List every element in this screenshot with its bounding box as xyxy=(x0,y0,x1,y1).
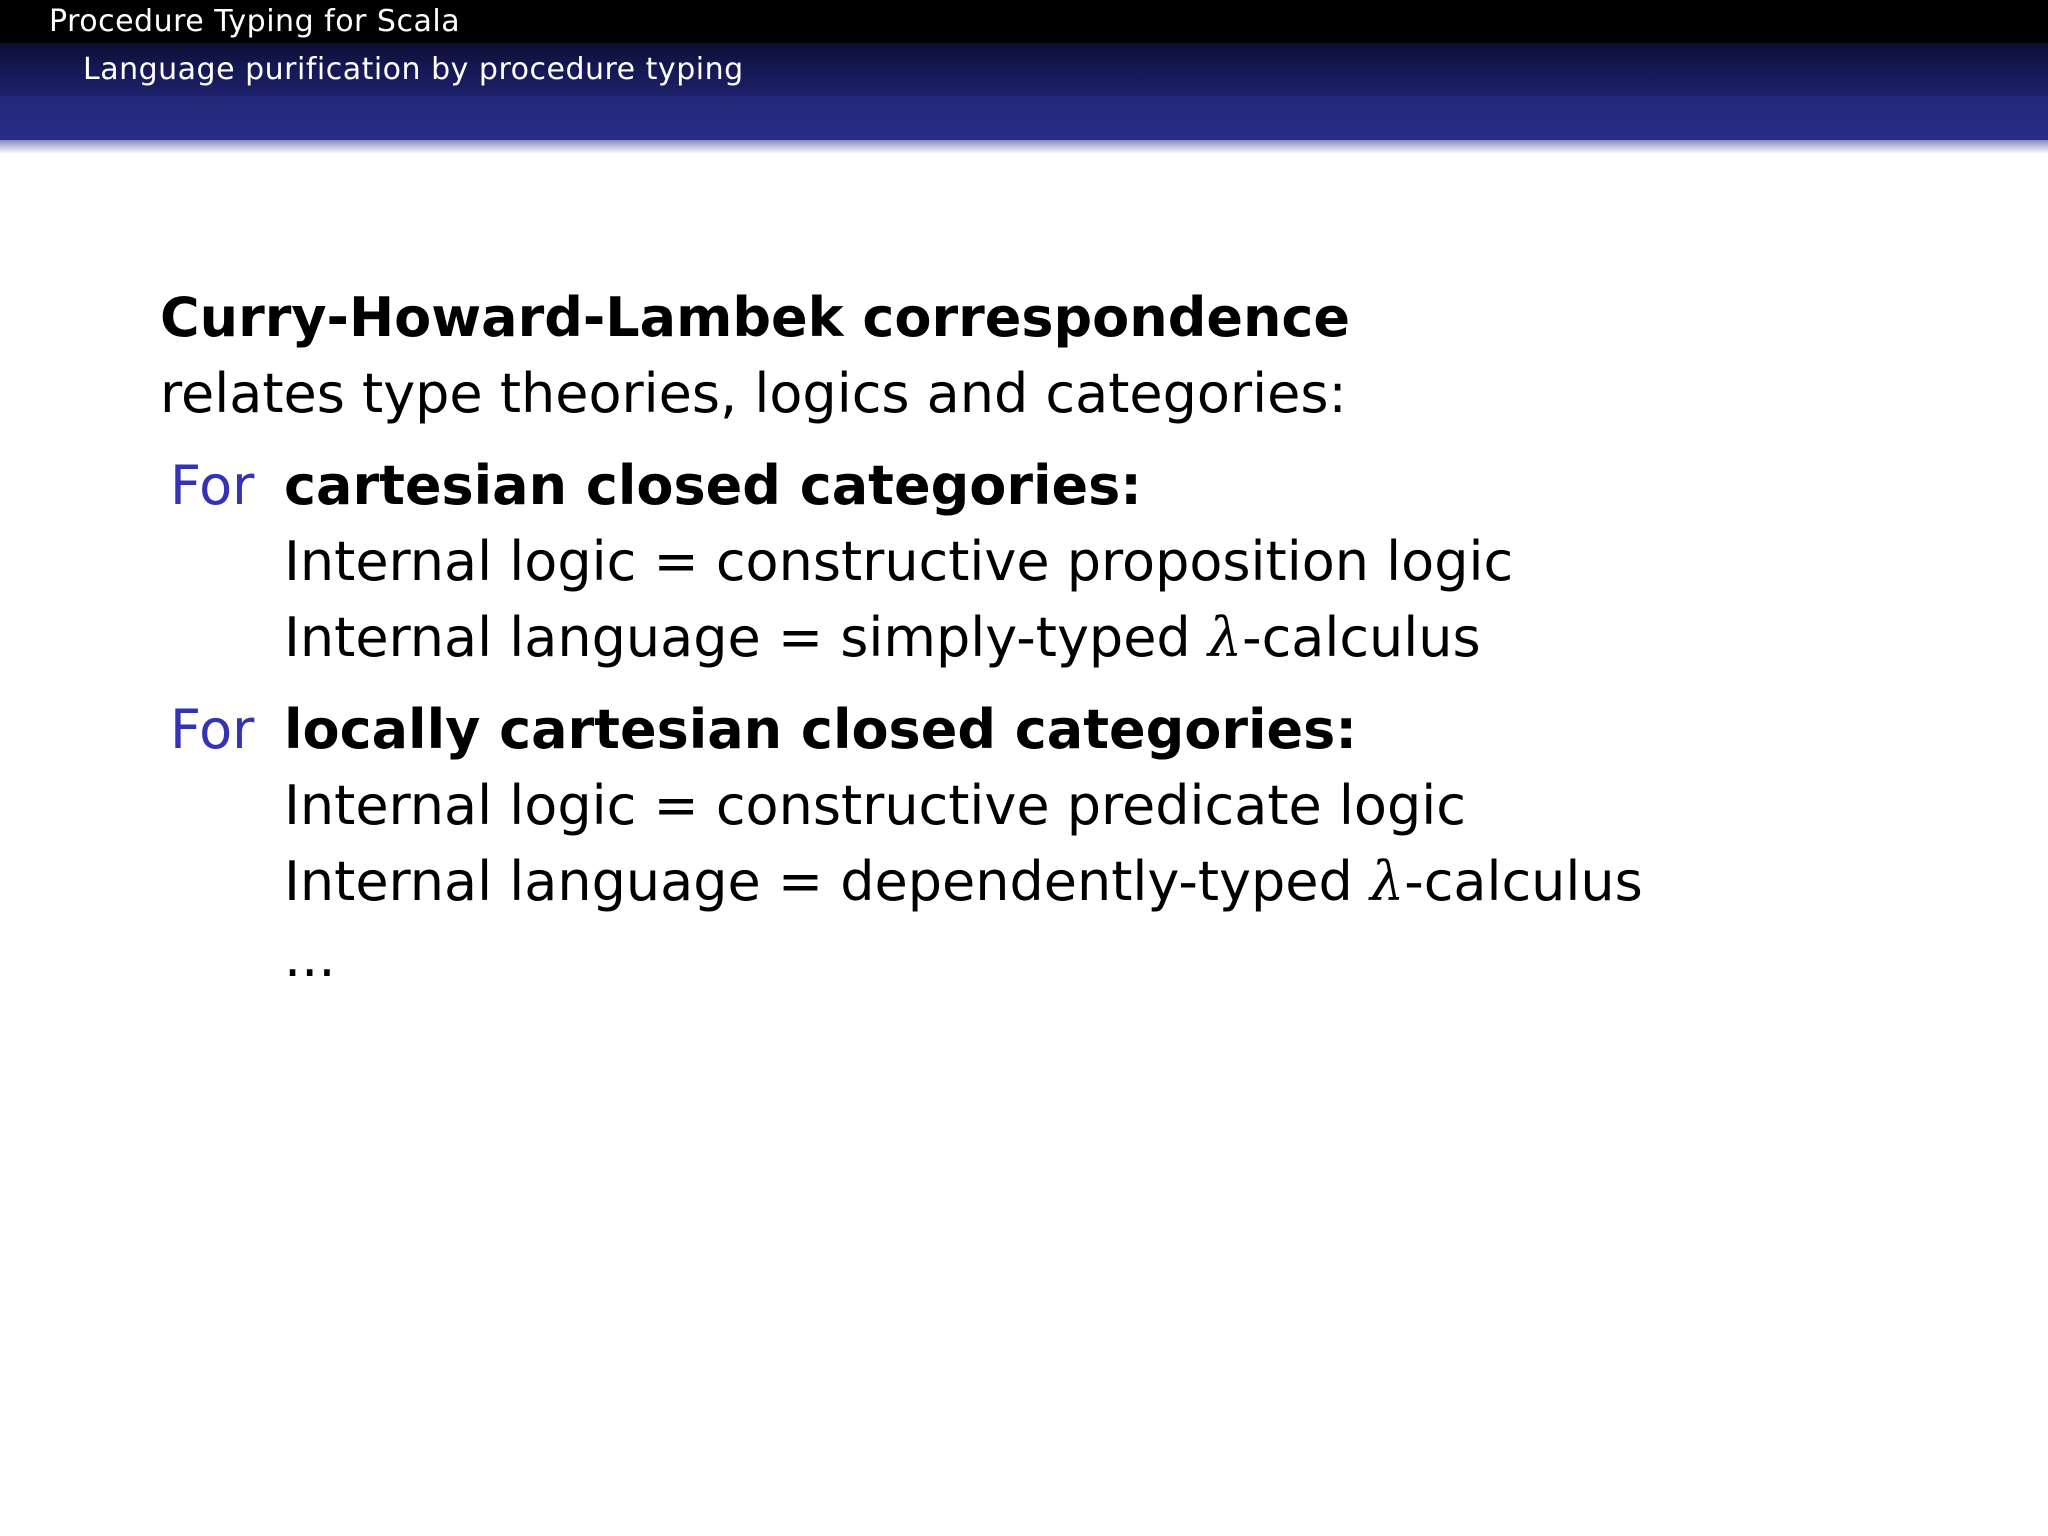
slide-body xyxy=(160,280,1960,996)
lambda-symbol: λ xyxy=(1207,606,1243,669)
block-title: cartesian closed categories: xyxy=(284,454,1142,517)
description-label: For xyxy=(170,454,255,517)
description-block-ccc xyxy=(160,448,1960,676)
slide-intro: relates type theories, logics and categories: xyxy=(160,362,1347,425)
header-shadow xyxy=(0,140,2048,154)
lambda-symbol: λ xyxy=(1369,850,1405,913)
description-block-lccc xyxy=(160,692,1960,996)
calculus-suffix: -calculus xyxy=(1242,606,1481,669)
header-frametitle-band xyxy=(0,96,2048,140)
internal-language-line xyxy=(284,600,1960,676)
slide-heading: Curry-Howard-Lambek correspondence xyxy=(160,286,1351,349)
internal-logic-line: Internal logic = constructive predicate logic xyxy=(284,774,1466,837)
header-section-bar xyxy=(0,0,2048,43)
section-title: Language purification by procedure typing xyxy=(83,52,744,87)
language-text: Internal language = dependently-typed xyxy=(284,850,1370,913)
block-title: locally cartesian closed categories: xyxy=(284,698,1357,761)
language-text: Internal language = simply-typed xyxy=(284,606,1208,669)
ellipsis: ... xyxy=(284,926,336,989)
internal-language-line xyxy=(284,844,1960,920)
header-subsection-bar xyxy=(0,43,2048,96)
calculus-suffix: -calculus xyxy=(1404,850,1643,913)
presentation-title: Procedure Typing for Scala xyxy=(49,4,461,39)
description-label: For xyxy=(170,698,255,761)
internal-logic-line: Internal logic = constructive proposition logic xyxy=(284,530,1514,593)
